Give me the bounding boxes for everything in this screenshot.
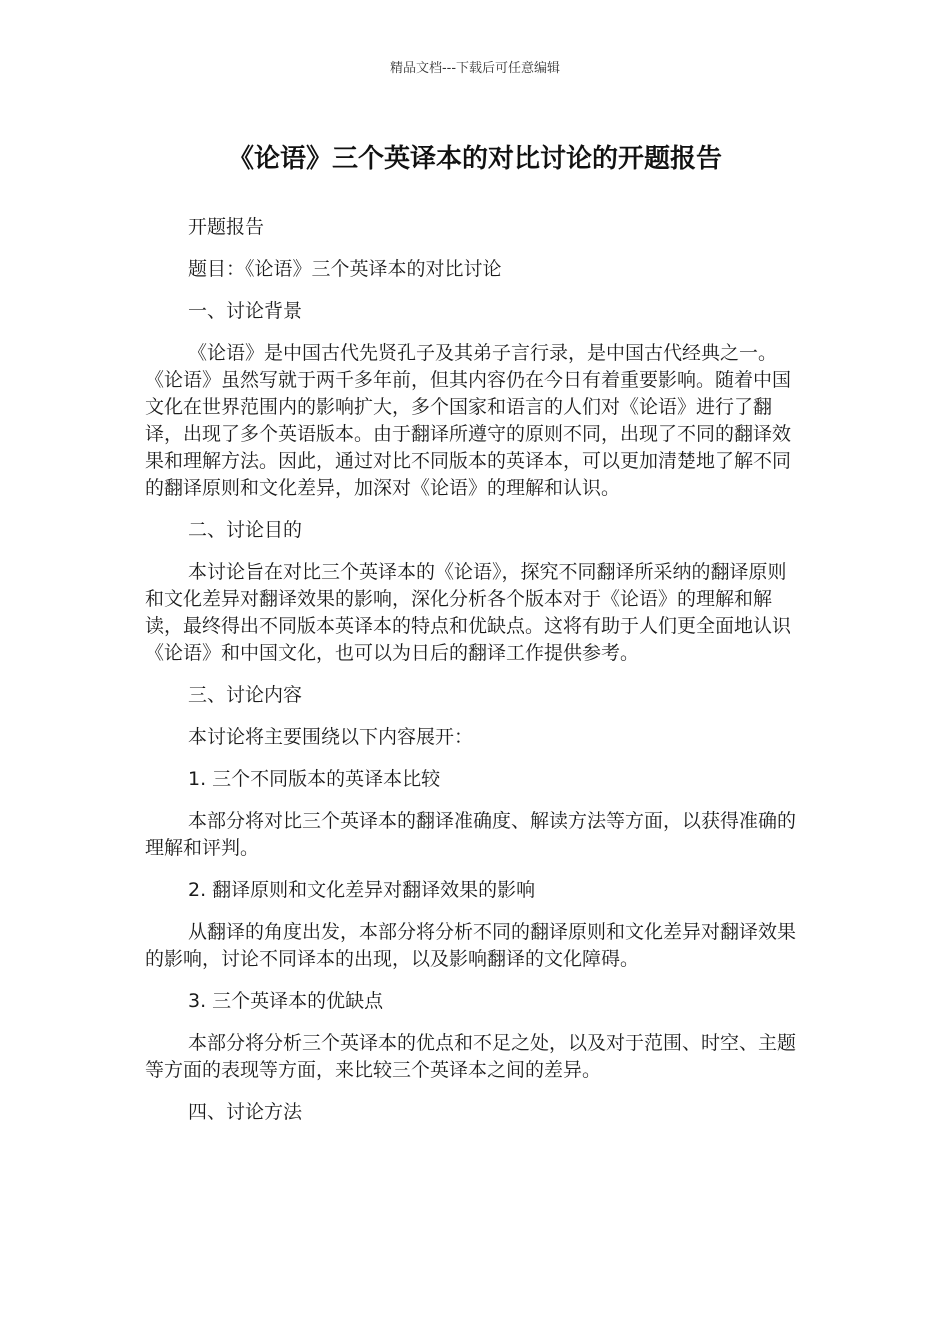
section-label-report: 开题报告 (188, 216, 265, 238)
subheading-pros-cons: 3. 三个英译本的优缺点 (188, 990, 384, 1012)
heading-content: 三、讨论内容 (188, 684, 303, 706)
heading-purpose: 二、讨论目的 (188, 519, 303, 541)
document-title: 《论语》三个英译本的对比讨论的开题报告 (227, 144, 722, 174)
page-header: 精品文档---下载后可任意编辑 (389, 61, 561, 76)
subheading-principles: 2. 翻译原则和文化差异对翻译效果的影响 (188, 879, 536, 901)
paragraph-purpose: 本讨论旨在对比三个英译本的《论语》，探究不同翻译所采纳的翻译原则和文化差异对翻译效果的影响，深化分析各个版本对于《论语》的理解和解读，最终得出不同版本英译本的特点和优缺点。这将有助于人们更全面地认识《论语》和中国文化，也可以为日后的翻译工作提供参考。 (145, 561, 792, 664)
heading-method: 四、讨论方法 (188, 1101, 303, 1123)
paragraph-principles: 从翻译的角度出发，本部分将分析不同的翻译原则和文化差异对翻译效果的影响，讨论不同译本的出现，以及影响翻译的文化障碍。 (145, 921, 797, 970)
topic-line: 题目：《论语》三个英译本的对比讨论 (188, 258, 502, 280)
paragraph-pros-cons: 本部分将分析三个英译本的优点和不足之处，以及对于范围、时空、主题等方面的表现等方面，来比较三个英译本之间的差异。 (145, 1032, 797, 1081)
subheading-comparison: 1. 三个不同版本的英译本比较 (188, 768, 441, 790)
paragraph-comparison: 本部分将对比三个英译本的翻译准确度、解读方法等方面，以获得准确的理解和评判。 (145, 810, 797, 859)
paragraph-background: 《论语》是中国古代先贤孔子及其弟子言行录，是中国古代经典之一。《论语》虽然写就于两千多年前，但其内容仍在今日有着重要影响。随着中国文化在世界范围内的影响扩大，多个国家和语言的人们对《论语》进行了翻译，出现了多个英语版本。由于翻译所遵守的原则不同，出现了不同的翻译效果和理解方法。因此，通过对比不同版本的英译本，可以更加清楚地了解不同的翻译原则和文化差异，加深对《论语》的理解和认识。 (145, 342, 792, 499)
paragraph-content-intro: 本讨论将主要围绕以下内容展开： (188, 726, 474, 748)
document-body (145, 214, 805, 1141)
heading-background: 一、讨论背景 (188, 300, 303, 322)
